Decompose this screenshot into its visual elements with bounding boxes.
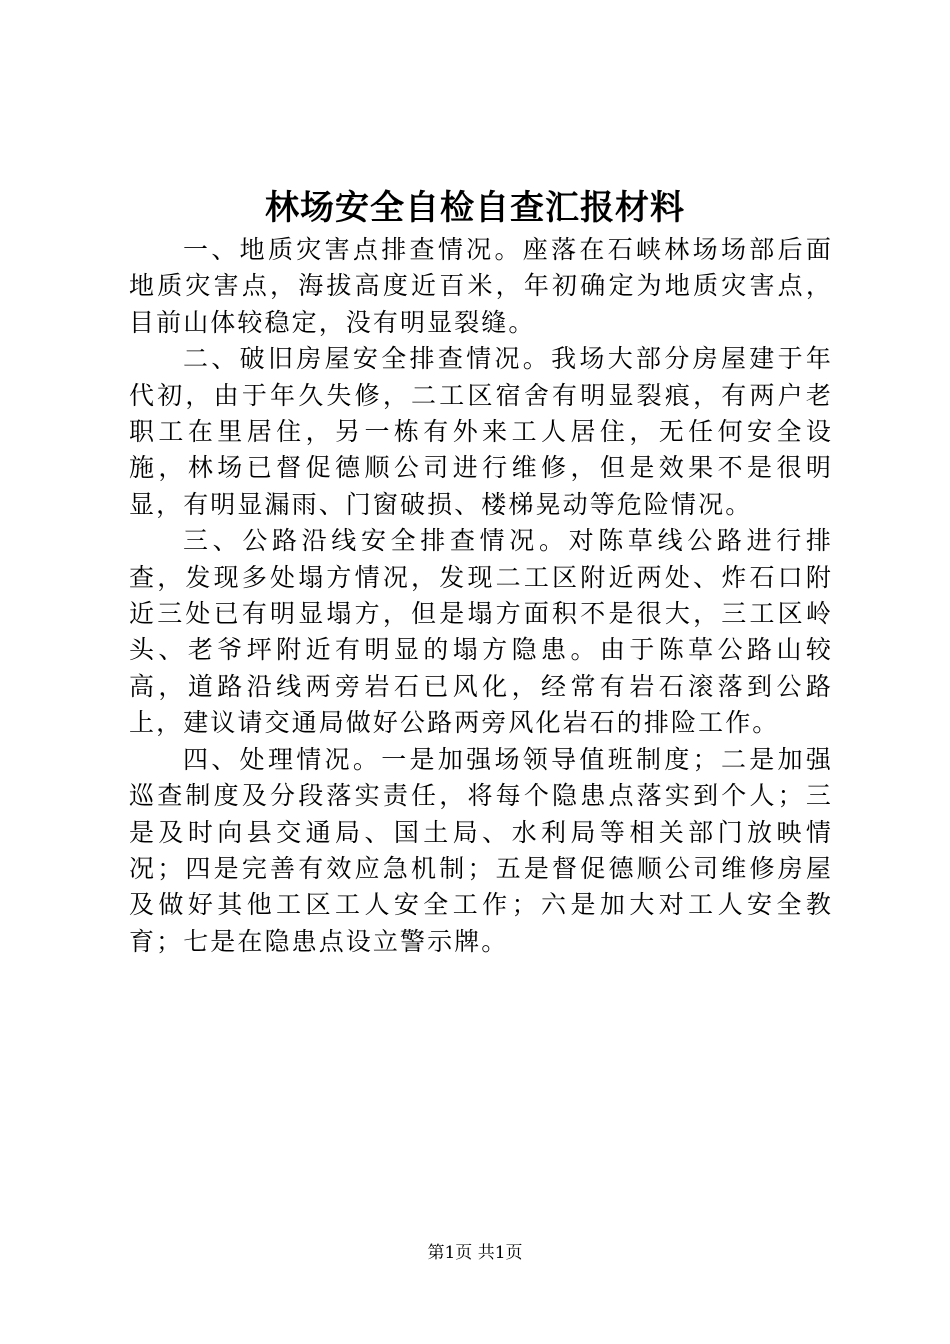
- document-title: 林场安全自检自查汇报材料: [265, 188, 685, 228]
- paragraph-handling-measures: 四、处理情况。一是加强场领导值班制度；二是加强巡查制度及分段落实责任，将每个隐患点落实到个人；三是及时向县交通局、国土局、水利局等相关部门放映情况；四是完善有效应急机制；五是督促德顺公司维修房屋及做好其他工区工人安全工作；六是加大对工人安全教育；七是在隐患点设立警示牌。: [129, 744, 833, 956]
- page-footer: 第1页 共1页: [427, 1243, 523, 1263]
- paragraph-old-houses: 二、破旧房屋安全排查情况。我场大部分房屋建于年代初，由于年久失修，二工区宿舍有明显裂痕，有两户老职工在里居住，另一栋有外来工人居住，无任何安全设施，林场已督促德顺公司进行维修，但是效果不是很明显，有明显漏雨、门窗破损、楼梯晃动等危险情况。: [129, 344, 833, 519]
- paragraph-road-inspection: 三、公路沿线安全排查情况。对陈草线公路进行排查，发现多处塌方情况，发现二工区附近两处、炸石口附近三处已有明显塌方，但是塌方面积不是很大，三工区岭头、老爷坪附近有明显的塌方隐患。由于陈草公路山较高，道路沿线两旁岩石已风化，经常有岩石滚落到公路上，建议请交通局做好公路两旁风化岩石的排险工作。: [129, 526, 833, 738]
- paragraph-geological-hazard: 一、地质灾害点排查情况。座落在石峡林场场部后面地质灾害点，海拔高度近百米，年初确定为地质灾害点，目前山体较稳定，没有明显裂缝。: [129, 235, 833, 337]
- document-body: [129, 232, 833, 960]
